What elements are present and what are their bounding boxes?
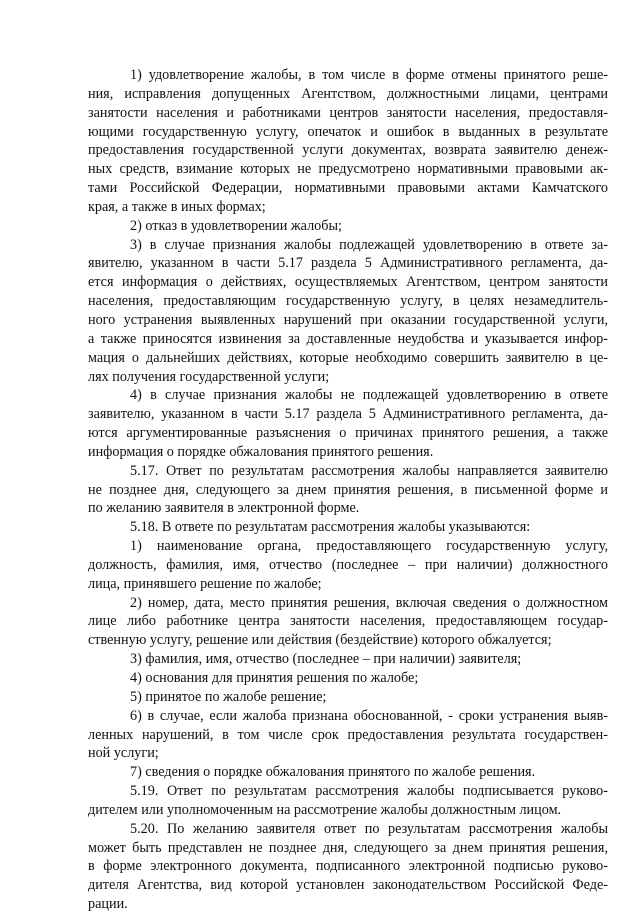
text-line: ется информация о действиях, осуществляемых Агентством, центром занятости — [88, 274, 608, 291]
text-line: 7) сведения о порядке обжалования принятого по жалобе решения. — [130, 764, 536, 781]
text-line: ния, исправления допущенных Агентством, должностными лицами, центрами — [88, 85, 608, 102]
text-line: информация о порядке обжалования принятого решения. — [88, 443, 434, 460]
text-line: дителем или уполномоченным на рассмотрение жалобы должностным лицом. — [88, 801, 562, 818]
text-line: явителю, указанном в части 5.17 раздела 5 Административного регламента, да- — [88, 255, 608, 272]
text-line: лях получения государственной услуги; — [88, 368, 330, 385]
text-line: ленных нарушений, в том числе срок предоставления результата государствен- — [88, 726, 608, 743]
text-line: 4) в случае признания жалобы не подлежащей удовлетворению в ответе — [130, 387, 608, 404]
text-line: рации. — [88, 896, 128, 913]
text-line: предоставления государственной услуги документах, возврата заявителю денеж- — [88, 142, 608, 159]
text-line: тами Российской Федерации, нормативными правовыми актами Камчатского — [88, 180, 608, 197]
text-line: заявителю, указанном в части 5.17 раздела 5 Административного регламента, да- — [88, 406, 608, 423]
text-line: 5.17. Ответ по результатам рассмотрения жалобы направляется заявителю — [130, 462, 608, 479]
text-line: 3) в случае признания жалобы подлежащей удовлетворению в ответе за- — [130, 236, 608, 253]
text-line: ной услуги; — [88, 745, 159, 762]
text-line: 4) основания для принятия решения по жалобе; — [130, 670, 419, 686]
text-line: а также приносятся извинения за доставленные неудобства и указывается инфор- — [88, 330, 608, 347]
text-line: 3) фамилия, имя, отчество (последнее – при наличии) заявителя; — [130, 651, 522, 668]
text-line: 5) принятое по жалобе решение; — [130, 688, 327, 705]
text-line: дителя Агентства, вид которой установлен законодательством Российской Феде- — [88, 877, 608, 894]
text-line: 5.19. Ответ по результатам рассмотрения жалобы подписывается руково- — [130, 783, 608, 800]
text-line: занятости населения и работниками центров занятости населения, предоставля- — [88, 104, 608, 121]
text-line: 2) номер, дата, место принятия решения, включая сведения о должностном — [130, 594, 608, 611]
text-line: может быть представлен не позднее дня, следующего за днем принятия решения, — [88, 839, 608, 856]
text-line: должность, фамилия, имя, отчество (последнее – при наличии) должностного — [88, 556, 608, 573]
text-line: мация о дальнейших действиях, которые необходимо совершить заявителю в це- — [88, 349, 608, 366]
text-line: 2) отказ в удовлетворении жалобы; — [130, 217, 342, 234]
text-line: 6) в случае, если жалоба признана обоснованной, - сроки устранения выяв- — [130, 707, 608, 724]
text-line: 1) удовлетворение жалобы, в том числе в форме отмены принятого реше- — [130, 67, 608, 83]
text-line: 1) наименование органа, предоставляющего государственную услугу, — [130, 538, 608, 555]
text-line: 5.18. В ответе по результатам рассмотрения жалобы указываются: — [130, 519, 531, 536]
text-line: в форме электронного документа, подписанного электронной подписью руково- — [88, 858, 608, 875]
text-line: ного устранения выявленных нарушений при оказании государственной услуги, — [88, 311, 608, 328]
text-line: ных средств, взимание которых не предусмотрено нормативными правовыми ак- — [88, 161, 608, 178]
text-line: 5.20. По желанию заявителя ответ по результатам рассмотрения жалобы — [130, 820, 608, 837]
text-line: лице либо работнике центра занятости населения, предоставляющем государ- — [88, 613, 608, 630]
text-line: ются аргументированные разъяснения о причинах принятого решения, а также — [88, 425, 608, 442]
text-line: не позднее дня, следующего за днем принятия решения, в письменной форме и — [88, 481, 608, 498]
text-line: лица, принявшего решение по жалобе; — [88, 575, 322, 592]
text-line: по желанию заявителя в электронной форме. — [88, 500, 360, 517]
text-line: ственную услугу, решение или действия (бездействие) которого обжалуется; — [88, 632, 552, 649]
text-line: края, а также в иных формах; — [88, 198, 266, 215]
document-page — [88, 66, 608, 914]
text-line: населения, предоставляющим государственную услугу, в целях незамедлитель- — [88, 293, 608, 310]
text-line: ющими государственную услугу, опечаток и ошибок в выданных в результате — [88, 123, 608, 140]
